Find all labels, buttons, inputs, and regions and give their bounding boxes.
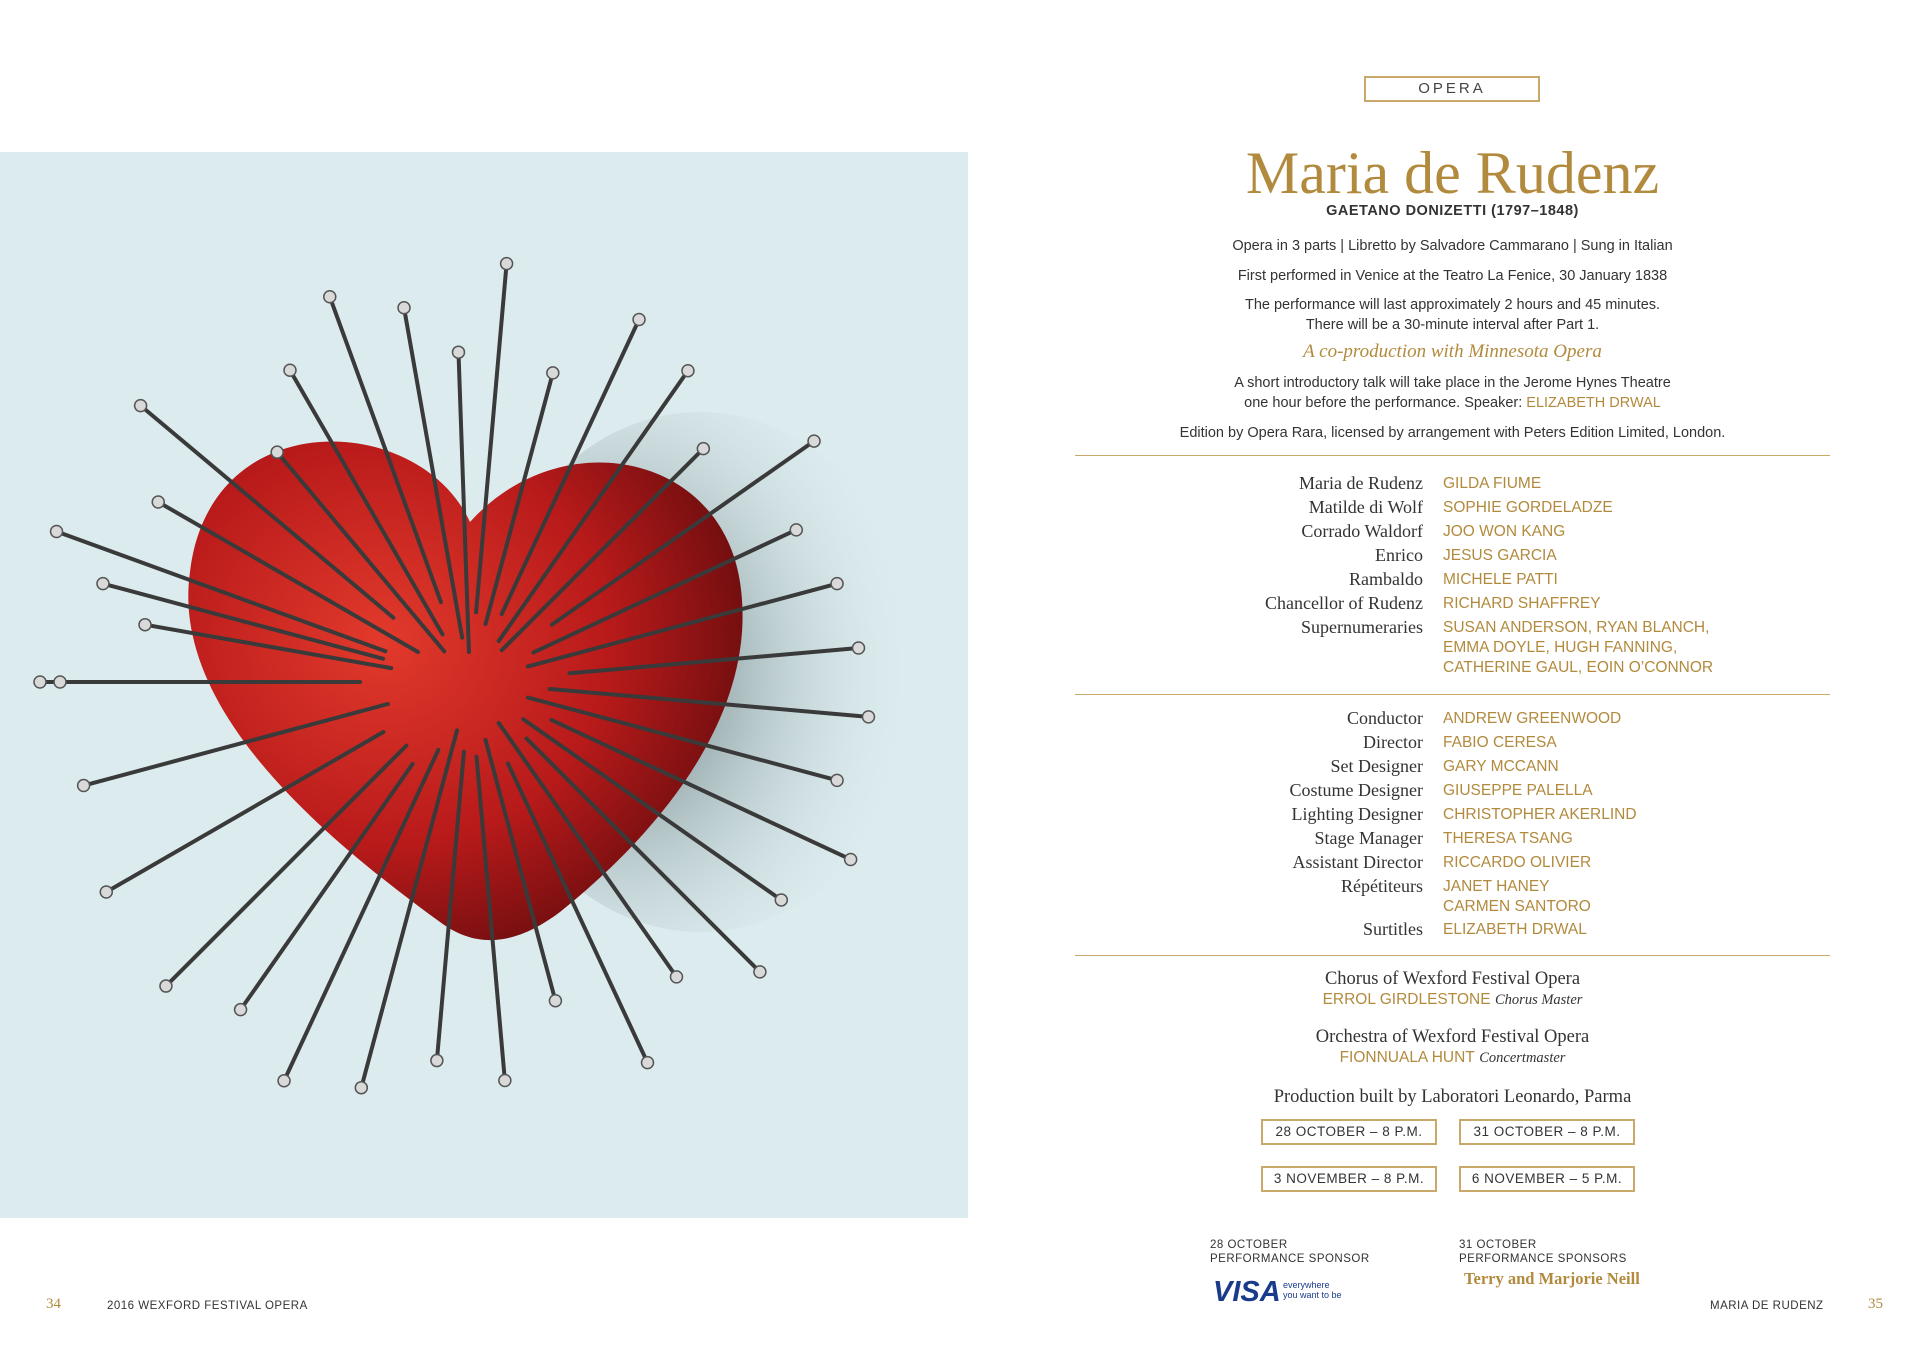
pin-head bbox=[862, 711, 874, 723]
section-tag: OPERA bbox=[1364, 76, 1540, 102]
pin-head bbox=[697, 443, 709, 455]
talk-line-1: A short introductory talk will take place in the Jerome Hynes Theatre bbox=[1234, 375, 1671, 391]
creative-name-line: ANDREW GREENWOOD bbox=[1443, 710, 1622, 727]
cast-row bbox=[1075, 471, 1830, 495]
pin-head bbox=[324, 291, 336, 303]
date-badge-2: 31 OCTOBER – 8 P.M. bbox=[1459, 1119, 1635, 1145]
cast-row bbox=[1075, 567, 1830, 591]
divider bbox=[1075, 955, 1830, 956]
creative-role: Répétiteurs bbox=[1341, 876, 1423, 896]
creative-role: Costume Designer bbox=[1289, 780, 1423, 800]
cast-name bbox=[1443, 567, 1830, 590]
edition-note: Edition by Opera Rara, licensed by arrangement with Peters Edition Limited, London. bbox=[1179, 425, 1726, 441]
creative-name-line: CHRISTOPHER AKERLIND bbox=[1443, 806, 1637, 823]
creative-name-line: GARY MCCANN bbox=[1443, 758, 1559, 775]
creative-name bbox=[1443, 917, 1830, 940]
pin-head bbox=[97, 578, 109, 590]
cast-role: Matilde di Wolf bbox=[1308, 497, 1423, 517]
chorus-block bbox=[1075, 967, 1830, 1009]
creative-role: Surtitles bbox=[1362, 919, 1423, 939]
creative-name bbox=[1443, 706, 1830, 729]
cast-row bbox=[1075, 543, 1830, 567]
info-line-premiere: First performed in Venice at the Teatro La Fenice, 30 January 1838 bbox=[1237, 268, 1668, 284]
creative-role: Conductor bbox=[1347, 708, 1423, 728]
pin-head bbox=[160, 980, 172, 992]
divider bbox=[1075, 694, 1830, 695]
sponsor-1-date: 28 OCTOBER bbox=[1210, 1239, 1288, 1251]
pin-head bbox=[452, 346, 464, 358]
cast-name-line: SUSAN ANDERSON, RYAN BLANCH, bbox=[1443, 619, 1710, 636]
pin-head bbox=[271, 446, 283, 458]
talk-line-2 bbox=[1075, 393, 1830, 413]
pin-head bbox=[235, 1004, 247, 1016]
creative-row bbox=[1075, 730, 1830, 754]
sponsor-2-date: 31 OCTOBER bbox=[1459, 1239, 1537, 1251]
cast-name-line: JESUS GARCIA bbox=[1443, 547, 1557, 564]
creative-name-line: GIUSEPPE PALELLA bbox=[1443, 782, 1593, 799]
creative-name bbox=[1443, 850, 1830, 873]
pin-head bbox=[284, 364, 296, 376]
pin-head bbox=[54, 676, 66, 688]
visa-tagline-2: you want to be bbox=[1283, 1290, 1342, 1300]
cast-name bbox=[1443, 495, 1830, 518]
pin-head bbox=[670, 971, 682, 983]
creative-name-line: CARMEN SANTORO bbox=[1443, 898, 1591, 915]
coproduction-note: A co-production with Minnesota Opera bbox=[1303, 341, 1602, 362]
date-badge-3: 3 NOVEMBER – 8 P.M. bbox=[1261, 1166, 1437, 1192]
production-credit: Production built by Laboratori Leonardo, Parma bbox=[1273, 1087, 1632, 1107]
pin-head bbox=[853, 642, 865, 654]
cast-role: Enrico bbox=[1375, 545, 1423, 565]
pin-head bbox=[682, 365, 694, 377]
pin-head bbox=[51, 526, 63, 538]
cast-list bbox=[1075, 471, 1830, 678]
cast-name bbox=[1443, 615, 1830, 678]
pin-head bbox=[139, 619, 151, 631]
creative-role: Assistant Director bbox=[1292, 852, 1423, 872]
pin-head bbox=[431, 1055, 443, 1067]
pin-head bbox=[790, 524, 802, 536]
pin-head bbox=[100, 886, 112, 898]
creative-team-list bbox=[1075, 706, 1830, 941]
creative-name bbox=[1443, 754, 1830, 777]
info-line-duration: The performance will last approximately 2 hours and 45 minutes. bbox=[1244, 297, 1661, 313]
cast-name bbox=[1443, 543, 1830, 566]
chorus-master-name: ERROL GIRDLESTONE bbox=[1322, 991, 1491, 1008]
pin-head bbox=[278, 1075, 290, 1087]
pin-head bbox=[499, 1074, 511, 1086]
creative-name bbox=[1443, 730, 1830, 753]
footer-left-text: 2016 WEXFORD FESTIVAL OPERA bbox=[107, 1300, 308, 1312]
creative-name bbox=[1443, 874, 1830, 917]
cast-name bbox=[1443, 519, 1830, 542]
pin-head bbox=[754, 966, 766, 978]
sponsor-2-type: PERFORMANCE SPONSORS bbox=[1459, 1253, 1627, 1265]
creative-row bbox=[1075, 917, 1830, 941]
cast-name bbox=[1443, 471, 1830, 494]
date-badge-4: 6 NOVEMBER – 5 P.M. bbox=[1459, 1166, 1635, 1192]
creative-name-line: RICCARDO OLIVIER bbox=[1443, 854, 1592, 871]
pin-head bbox=[78, 780, 90, 792]
cast-role: Supernumeraries bbox=[1301, 617, 1423, 637]
creative-name-line: THERESA TSANG bbox=[1443, 830, 1573, 847]
visa-tagline-1: everywhere bbox=[1283, 1280, 1330, 1290]
creative-row bbox=[1075, 874, 1830, 917]
concertmaster-name: FIONNUALA HUNT bbox=[1339, 1049, 1475, 1066]
date-badge-1: 28 OCTOBER – 8 P.M. bbox=[1261, 1119, 1437, 1145]
sponsor-2-name: Terry and Marjorie Neill bbox=[1464, 1269, 1640, 1288]
creative-name bbox=[1443, 802, 1830, 825]
cast-row bbox=[1075, 615, 1830, 678]
pin-head bbox=[641, 1057, 653, 1069]
cast-role: Corrado Waldorf bbox=[1301, 521, 1423, 541]
creative-row bbox=[1075, 802, 1830, 826]
creative-role: Set Designer bbox=[1330, 756, 1423, 776]
pin-head bbox=[633, 313, 645, 325]
creative-row bbox=[1075, 826, 1830, 850]
divider bbox=[1075, 455, 1830, 456]
pin-head bbox=[501, 258, 513, 270]
creative-role: Stage Manager bbox=[1314, 828, 1423, 848]
heart-with-pins-illustration bbox=[0, 152, 968, 1218]
chorus-master-role: Chorus Master bbox=[1495, 992, 1583, 1008]
creative-name bbox=[1443, 826, 1830, 849]
creative-name-line: ELIZABETH DRWAL bbox=[1443, 921, 1587, 938]
pin-head bbox=[845, 853, 857, 865]
creative-role: Lighting Designer bbox=[1291, 804, 1423, 824]
creative-row bbox=[1075, 706, 1830, 730]
visa-logo bbox=[1213, 1275, 1353, 1305]
pin-head bbox=[135, 400, 147, 412]
creative-name bbox=[1443, 778, 1830, 801]
pin-head bbox=[398, 302, 410, 314]
cast-role: Maria de Rudenz bbox=[1299, 473, 1423, 493]
pin-head bbox=[775, 894, 787, 906]
pin-head bbox=[355, 1082, 367, 1094]
cast-row bbox=[1075, 591, 1830, 615]
pin-head bbox=[34, 676, 46, 688]
orchestra-name: Orchestra of Wexford Festival Opera bbox=[1315, 1027, 1590, 1047]
creative-name-line: JANET HANEY bbox=[1443, 878, 1550, 895]
creative-name-line: FABIO CERESA bbox=[1443, 734, 1557, 751]
cast-name-line: MICHELE PATTI bbox=[1443, 571, 1558, 588]
creative-role: Director bbox=[1363, 732, 1423, 752]
cast-name-line: EMMA DOYLE, HUGH FANNING, bbox=[1443, 639, 1678, 656]
pin-head bbox=[547, 367, 559, 379]
visa-wordmark: VISA bbox=[1213, 1276, 1281, 1305]
pin-head bbox=[549, 995, 561, 1007]
sponsor-1-label bbox=[1210, 1238, 1370, 1266]
cast-name-line: RICHARD SHAFFREY bbox=[1443, 595, 1601, 612]
page-number-right: 35 bbox=[1868, 1296, 1883, 1312]
sponsor-2-label bbox=[1459, 1238, 1627, 1266]
cast-name-line: JOO WON KANG bbox=[1443, 523, 1566, 540]
page-title: Maria de Rudenz bbox=[1245, 140, 1660, 206]
pin-head bbox=[831, 774, 843, 786]
creative-row bbox=[1075, 850, 1830, 874]
cast-row bbox=[1075, 495, 1830, 519]
info-line-parts: Opera in 3 parts | Libretto by Salvadore Cammarano | Sung in Italian bbox=[1232, 238, 1673, 254]
pin-head bbox=[152, 496, 164, 508]
pin-head bbox=[808, 435, 820, 447]
cast-name-line: SOPHIE GORDELADZE bbox=[1443, 499, 1613, 516]
chorus-name: Chorus of Wexford Festival Opera bbox=[1324, 969, 1581, 989]
page-number-left: 34 bbox=[46, 1296, 61, 1312]
pin-head bbox=[831, 578, 843, 590]
sponsor-1-type: PERFORMANCE SPONSOR bbox=[1210, 1253, 1370, 1265]
composer: GAETANO DONIZETTI (1797–1848) bbox=[1326, 203, 1579, 219]
cast-row bbox=[1075, 519, 1830, 543]
creative-row bbox=[1075, 778, 1830, 802]
cast-name-line: GILDA FIUME bbox=[1443, 475, 1542, 492]
cast-role: Rambaldo bbox=[1349, 569, 1423, 589]
cast-role: Chancellor of Rudenz bbox=[1265, 593, 1423, 613]
info-line-interval: There will be a 30-minute interval after Part 1. bbox=[1305, 317, 1600, 333]
orchestra-block bbox=[1075, 1025, 1830, 1067]
talk-speaker: ELIZABETH DRWAL bbox=[1526, 395, 1661, 411]
talk-line-prefix: one hour before the performance. Speaker: bbox=[1244, 395, 1527, 411]
cast-name bbox=[1443, 591, 1830, 614]
concertmaster-role: Concertmaster bbox=[1479, 1050, 1566, 1066]
creative-row bbox=[1075, 754, 1830, 778]
footer-right-text: MARIA DE RUDENZ bbox=[1710, 1300, 1824, 1312]
cast-name-line: CATHERINE GAUL, EOIN O’CONNOR bbox=[1443, 659, 1714, 676]
